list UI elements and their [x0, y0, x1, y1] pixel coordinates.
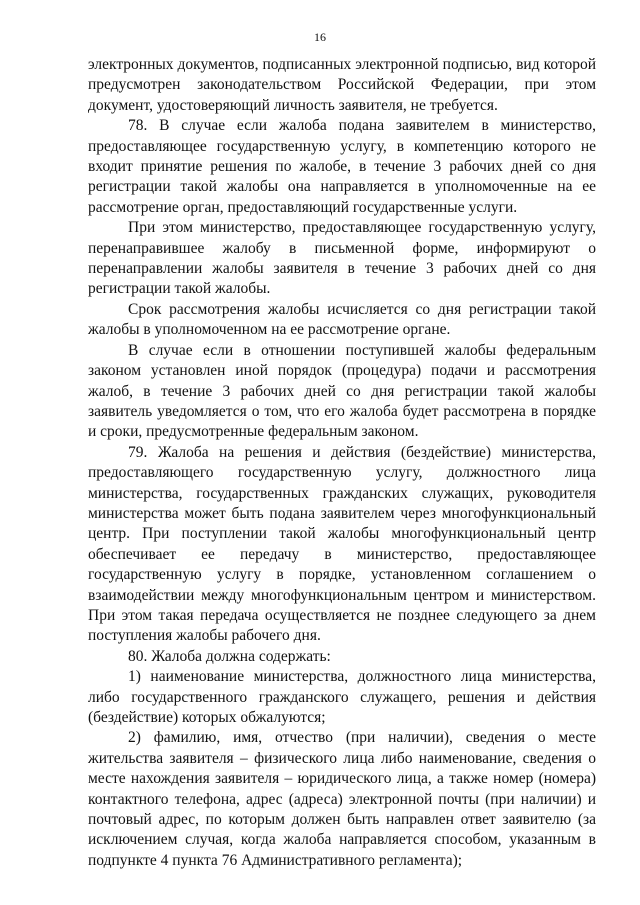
list-item-2: 2) фамилию, имя, отчество (при наличии), сведения о месте жительства заявителя – физического лица либо наименование, сведения о месте нахождения заявителя – юридического лица, а также номер (номера) контактного телефона, адрес (адреса) электронной почты (при наличии) и почтовый адрес, по которым должен быть направлен ответ заявителю (за исключением случая, когда жалоба направляется способом, указанным в подпункте 4 пункта 76 Административного регламента);: [88, 729, 596, 869]
page-number: 16: [314, 30, 326, 44]
paragraph-78: 78. В случае если жалоба подана заявителем в министерство, предоставляющее государственную услугу, в компетенцию которого не входит принятие решения по жалобе, в течение 3 рабочих дней со дня регистрации такой жалобы она направляется в уполномоченные на ее рассмотрение орган, предоставляющий государственные услуги.: [88, 117, 596, 216]
paragraph-80: 80. Жалоба должна содержать:: [128, 647, 331, 665]
paragraph-79: 79. Жалоба на решения и действия (бездействие) министерства, предоставляющего государственную услугу, должностного лица министерства, государственных гражданских служащих, руководителя министерства может быть подана заявителем через многофункциональный центр. При поступлении такой жалобы многофункциональный центр обеспечивает ее передачу в министерство, предоставляющее государственную услугу в порядке, установленном соглашением о взаимодействии между многофункциональным центром и министерством. При этом такая передача осуществляется не позднее следующего за днем поступления жалобы рабочего дня.: [88, 443, 596, 645]
paragraph-review-period: Срок рассмотрения жалобы исчисляется со дня регистрации такой жалобы в уполномоченном на ее рассмотрение органе.: [88, 300, 596, 339]
document-body: [88, 55, 596, 871]
paragraph-redirect-notice: При этом министерство, предоставляющее государственную услугу, перенаправившее жалобу в письменной форме, информируют о перенаправлении жалобы заявителя в течение 3 рабочих дней со дня регистрации такой жалобы.: [88, 219, 596, 298]
list-item-1: 1) наименование министерства, должностного лица министерства, либо государственного гражданского служащего, решения и действия (бездействие) которых обжалуются;: [88, 668, 596, 726]
paragraph-federal-procedure: В случае если в отношении поступившей жалобы федеральным законом установлен иной порядок (процедура) подачи и рассмотрения жалоб, в течение 3 рабочих дней со дня регистрации такой жалобы заявитель уведомляется о том, что его жалоба будет рассмотрена в порядке и сроки, предусмотренные федеральным законом.: [88, 341, 596, 441]
paragraph-continuation: электронных документов, подписанных электронной подписью, вид которой предусмотрен законодательством Российской Федерации, при этом документ, удостоверяющий личность заявителя, не требуется.: [88, 56, 596, 114]
